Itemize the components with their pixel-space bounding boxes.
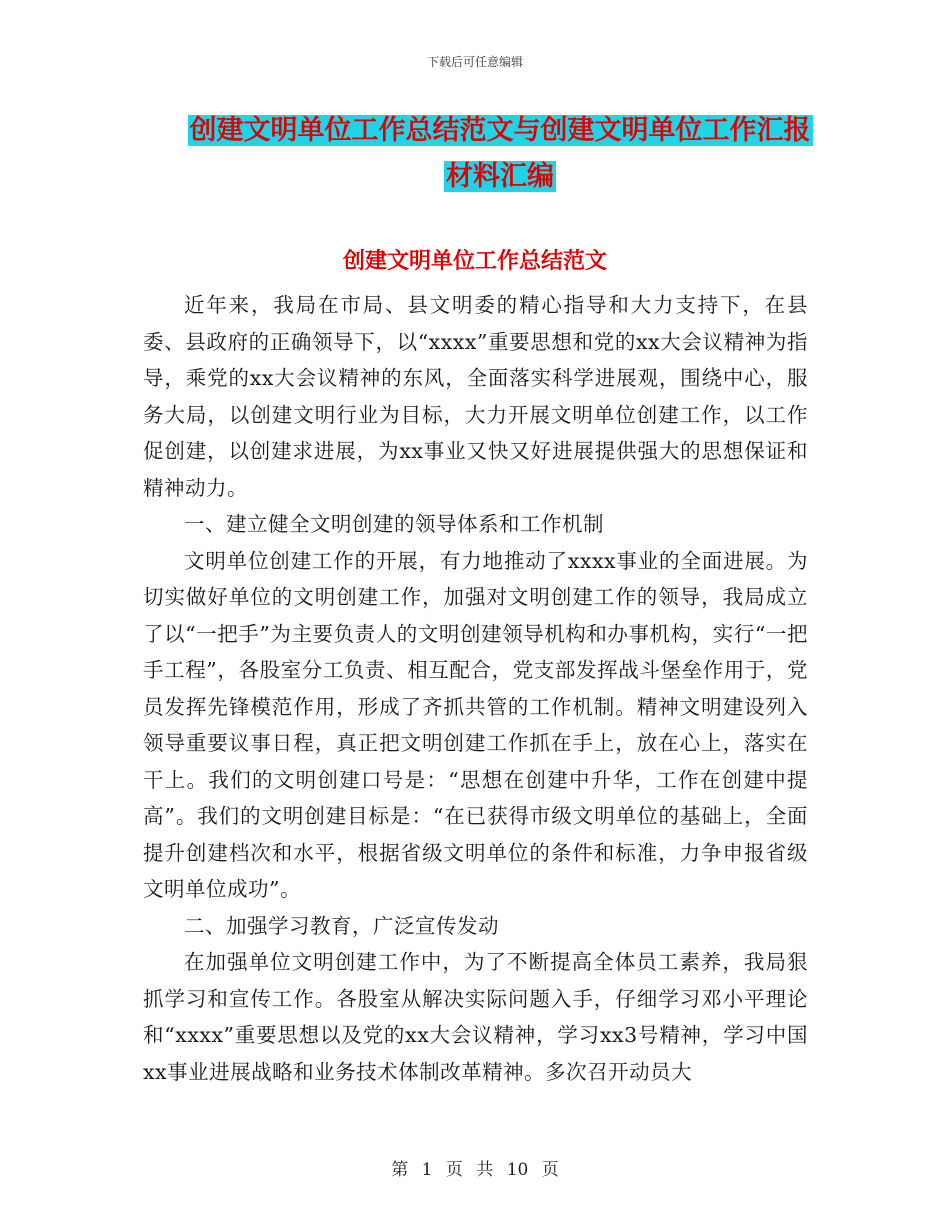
footer-page-label: 页 (445, 1160, 463, 1180)
footer-prefix: 第 (391, 1160, 409, 1180)
footer-suffix: 页 (541, 1160, 559, 1180)
document-title (150, 108, 850, 200)
paragraph-1: 文明单位创建工作的开展，有力地推动了xxxx事业的全面进展。为切实做好单位的文明创建工作，加强对文明创建工作的领导，我局成立了以“一把手”为主要负责人的文明创建领导机构和办事机构，实行“一把手工程”，各股室分工负责、相互配合，党支部发挥战斗堡垒作用于，党员发挥先锋模范作用，形成了齐抓共管的工作机制。精神文明建设列入领导重要议事日程，真正把文明创建工作抓在手上，放在心上，落实在干上。我们的文明创建口号是：“思想在创建中升华，工作在创建中提高”。我们的文明创建目标是：“在已获得市级文明单位的基础上，全面提升创建档次和水平，根据省级文明单位的条件和标准，力争申报省级文明单位成功”。 (143, 548, 808, 901)
paragraph-intro: 近年来，我局在市局、县文明委的精心指导和大力支持下，在县委、县政府的正确领导下，以“xxxx”重要思想和党的xx大会议精神为指导，乘党的xx大会议精神的东风，全面落实科学进展观，围绕中心，服务大局，以创建文明行业为目标，大力开展文明单位创建工作，以工作促创建，以创建求进展，为xx事业又快又好进展提供强大的思想保证和精神动力。 (143, 293, 808, 500)
heading-1: 一、建立健全文明创建的领导体系和工作机制 (184, 512, 604, 536)
document-title-line-2: 材料汇编 (446, 161, 554, 192)
footer-total-pages: 10 (506, 1160, 529, 1180)
page-header-note: 下载后可任意编辑 (426, 55, 523, 69)
section-title: 创建文明单位工作总结范文 (342, 248, 607, 274)
paragraph-2: 在加强单位文明创建工作中，为了不断提高全体员工素养，我局狠抓学习和宣传工作。各股室从解决实际问题入手，仔细学习邓小平理论和“xxxx”重要思想以及党的xx大会议精神，学习xx3号精神，学习中国xx事业进展战略和业务技术体制改革精神。多次召开动员大 (143, 950, 808, 1084)
document-body (143, 287, 808, 1090)
page-footer (0, 1155, 950, 1180)
footer-total-prefix: 共 (476, 1160, 494, 1180)
heading-2: 二、加强学习教育，广泛宣传发动 (184, 913, 499, 938)
footer-page-number: 1 (421, 1160, 433, 1180)
document-title-line-1: 创建文明单位工作总结范文与创建文明单位工作汇报 (189, 115, 811, 146)
